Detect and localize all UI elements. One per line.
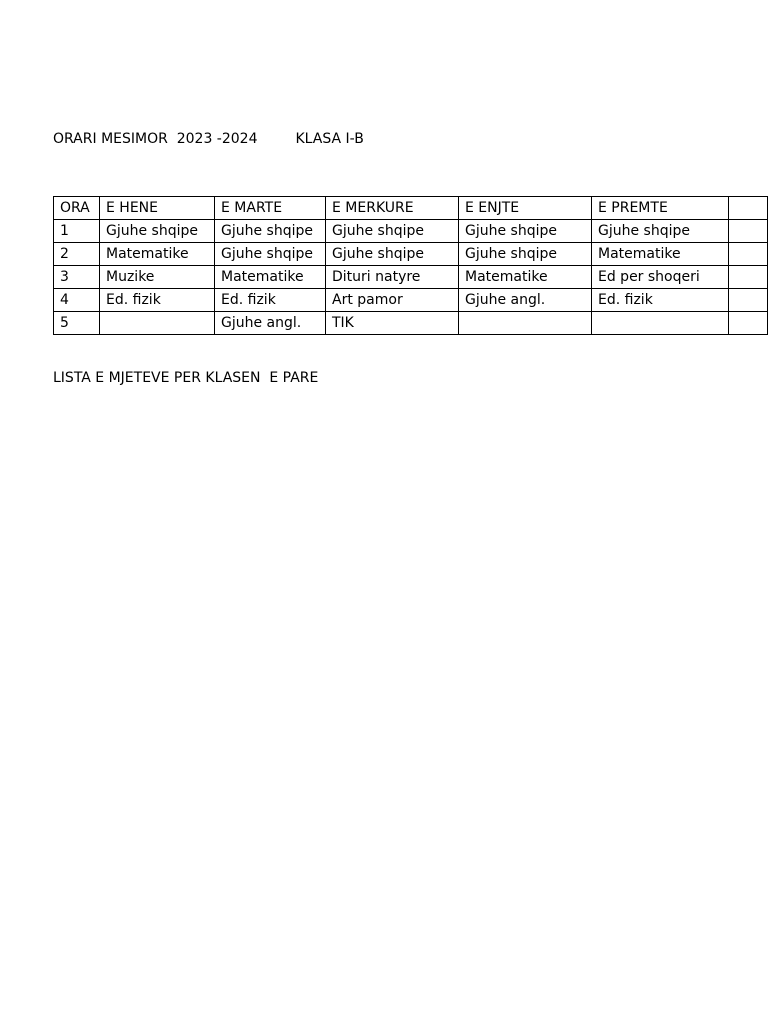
header-cell-empty	[729, 197, 768, 220]
table-cell: Art pamor	[326, 289, 459, 312]
table-cell	[729, 220, 768, 243]
table-cell	[459, 312, 592, 335]
header-cell-enjte: E ENJTE	[459, 197, 592, 220]
table-cell: Gjuhe shqipe	[326, 220, 459, 243]
header-cell-marte: E MARTE	[215, 197, 326, 220]
table-cell: Matematike	[459, 266, 592, 289]
table-cell	[729, 243, 768, 266]
table-cell: Matematike	[100, 243, 215, 266]
header-cell-merkure: E MERKURE	[326, 197, 459, 220]
table-cell: Matematike	[215, 266, 326, 289]
table-header-row	[54, 197, 768, 220]
table-row	[54, 312, 768, 335]
table-row	[54, 220, 768, 243]
table-cell: Dituri natyre	[326, 266, 459, 289]
header-cell-premte: E PREMTE	[592, 197, 729, 220]
table-cell: Ed. fizik	[100, 289, 215, 312]
table-cell: 4	[54, 289, 100, 312]
table-cell: 1	[54, 220, 100, 243]
header-cell-ora: ORA	[54, 197, 100, 220]
table-row	[54, 266, 768, 289]
table-cell: Gjuhe shqipe	[459, 220, 592, 243]
table-cell: 5	[54, 312, 100, 335]
table-row	[54, 289, 768, 312]
table-cell: TIK	[326, 312, 459, 335]
table-cell: Gjuhe shqipe	[592, 220, 729, 243]
table-cell: Ed. fizik	[215, 289, 326, 312]
header-cell-hene: E HENE	[100, 197, 215, 220]
table-cell	[729, 266, 768, 289]
table-cell: Muzike	[100, 266, 215, 289]
table-cell: Ed. fizik	[592, 289, 729, 312]
table-cell	[729, 312, 768, 335]
table-cell: Gjuhe angl.	[215, 312, 326, 335]
schedule-table	[53, 196, 768, 335]
table-cell: 3	[54, 266, 100, 289]
table-cell: 2	[54, 243, 100, 266]
schedule-title-class: KLASA I-B	[295, 131, 364, 147]
schedule-title-year: ORARI MESIMOR 2023 -2024	[53, 131, 258, 147]
table-cell: Gjuhe shqipe	[215, 220, 326, 243]
table-cell: Matematike	[592, 243, 729, 266]
table-cell: Ed per shoqeri	[592, 266, 729, 289]
schedule-title	[53, 129, 364, 149]
table-row	[54, 243, 768, 266]
table-cell: Gjuhe shqipe	[215, 243, 326, 266]
table-cell: Gjuhe shqipe	[459, 243, 592, 266]
table-cell	[592, 312, 729, 335]
table-cell: Gjuhe angl.	[459, 289, 592, 312]
table-cell	[729, 289, 768, 312]
table-cell: Gjuhe shqipe	[326, 243, 459, 266]
table-cell	[100, 312, 215, 335]
tools-list-title: LISTA E MJETEVE PER KLASEN E PARE	[53, 370, 319, 386]
table-cell: Gjuhe shqipe	[100, 220, 215, 243]
